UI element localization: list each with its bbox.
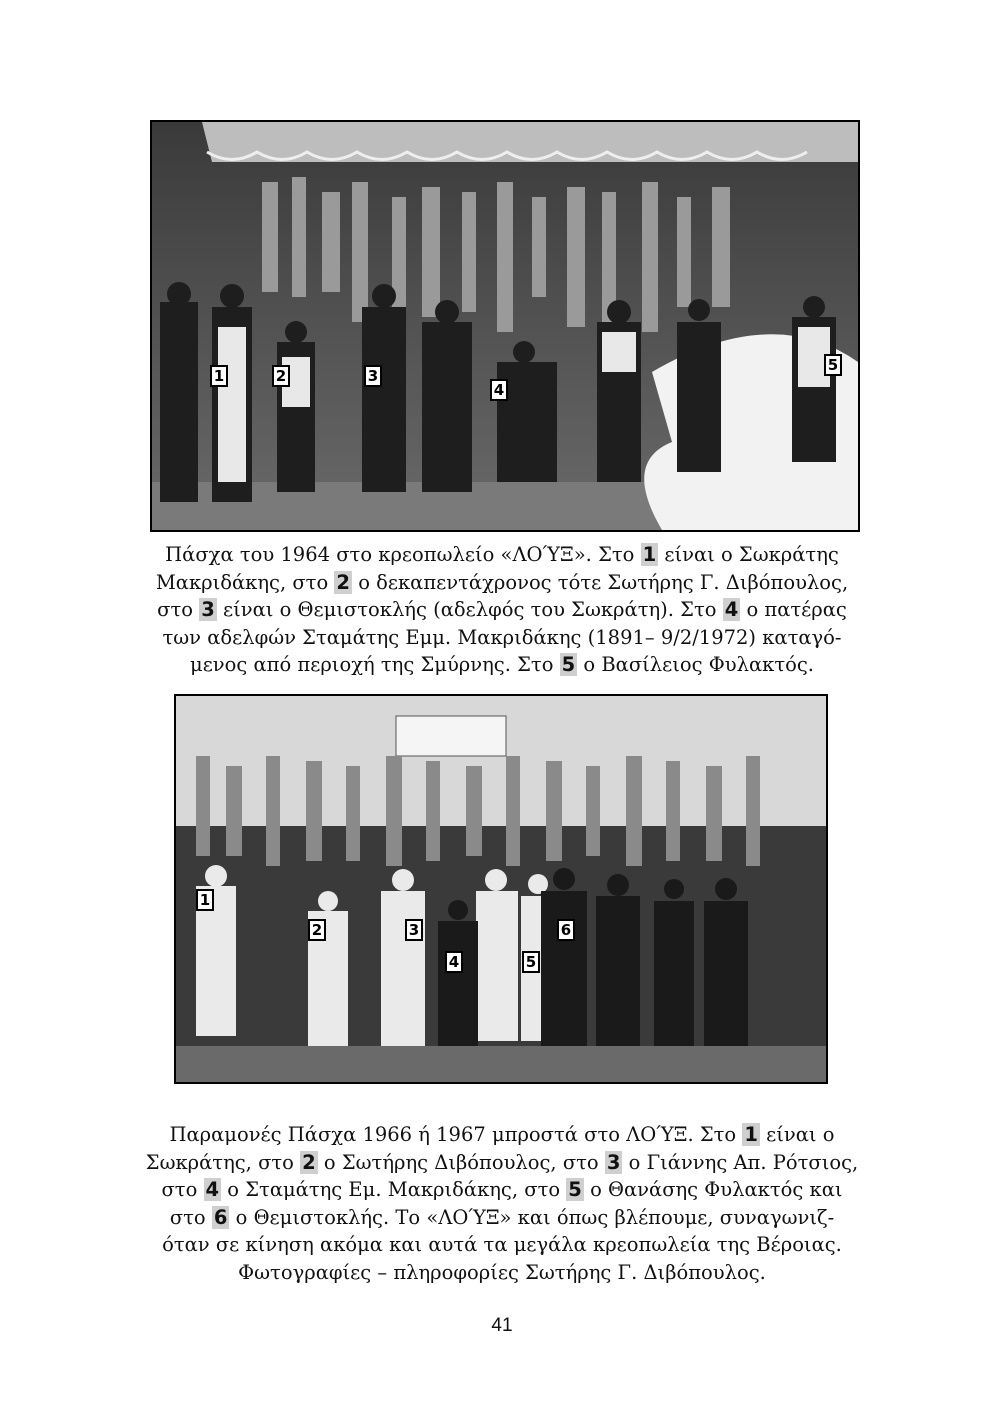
photo2-marker-3: 3: [405, 919, 423, 941]
caption-line: [110, 541, 894, 569]
caption-line: [110, 1121, 894, 1149]
photo1-marker-4: 4: [490, 379, 508, 401]
caption-text: Παραμονές Πάσχα 1966 ή 1967 μπροστά στο ΛΟΎΞ. Στο: [169, 1123, 743, 1146]
caption-text: είναι ο Σωκράτης: [658, 543, 839, 566]
caption-text: στο: [157, 598, 200, 621]
photo-1966-image: [176, 696, 826, 1082]
photo2-marker-2: 2: [308, 919, 326, 941]
caption-text: των αδελφών Σταμάτης Εμμ. Μακριδάκης (1891– 9/2/1972) καταγό-: [162, 625, 842, 649]
photo-butcher-shop-1964: [150, 120, 860, 532]
caption-reference-number: 5: [561, 653, 576, 676]
caption-line: [110, 651, 894, 679]
photo1-marker-2: 2: [272, 365, 290, 387]
caption-line: [110, 1149, 894, 1177]
photo2-marker-1: 1: [196, 889, 214, 911]
caption-text: όταν σε κίνηση ακόμα και αυτά τα μεγάλα κρεοπωλεία της Βέροιας.: [162, 1233, 842, 1256]
caption-photo-1964: [110, 541, 894, 679]
caption-line: [110, 596, 894, 624]
caption-reference-number: 3: [201, 598, 215, 621]
caption-text: Μακριδάκης, στο: [155, 570, 335, 594]
caption-reference-number: 2: [336, 570, 350, 594]
caption-line: [110, 1231, 894, 1259]
caption-text: Σωκράτης, στο: [145, 1150, 301, 1174]
caption-text: μενος από περιοχή της Σμύρνης. Στο: [190, 653, 560, 676]
caption-text: στο: [169, 1205, 212, 1229]
caption-reference-number: 4: [724, 598, 739, 621]
page-number: 41: [491, 1315, 513, 1336]
photo1-marker-1: 1: [210, 365, 228, 387]
photo1-marker-5: 5: [824, 354, 842, 376]
caption-line: [110, 1204, 894, 1232]
caption-reference-number: 5: [568, 1178, 582, 1201]
photo-butcher-shop-1966: [174, 694, 828, 1084]
caption-text: ο πατέρας: [740, 598, 847, 621]
caption-reference-number: 4: [205, 1178, 220, 1201]
caption-text: Φωτογραφίες – πληροφορίες Σωτήρης Γ. Διβόπουλος.: [238, 1260, 766, 1284]
caption-reference-number: 1: [642, 543, 657, 566]
caption-text: Πάσχα του 1964 στο κρεοπωλείο «ΛΟΎΞ». Στο: [165, 543, 641, 566]
caption-text: ο Θεμιστοκλής. Το «ΛΟΎΞ» και όπως βλέπουμε, συναγωνιζ-: [229, 1205, 835, 1229]
photo2-marker-5: 5: [522, 951, 540, 973]
photo-1964-image: [152, 122, 858, 530]
photo1-marker-3: 3: [364, 365, 382, 387]
caption-line: [110, 624, 894, 652]
caption-text: είναι ο Θεμιστοκλής (αδελφός του Σωκράτη). Στο: [216, 598, 723, 621]
caption-reference-number: 1: [744, 1123, 758, 1146]
photo2-marker-4: 4: [445, 951, 463, 973]
caption-text: ο Θανάσης Φυλακτός και: [583, 1178, 843, 1201]
photo2-marker-6: 6: [557, 919, 575, 941]
caption-text: ο Βασίλειος Φυλακτός.: [577, 653, 814, 676]
caption-reference-number: 2: [302, 1150, 316, 1174]
caption-line: [110, 1176, 894, 1204]
caption-text: στο: [161, 1178, 204, 1201]
caption-reference-number: 3: [606, 1150, 621, 1174]
caption-text: ο Σταμάτης Εμ. Μακριδάκης, στο: [221, 1178, 567, 1201]
caption-line: [110, 569, 894, 597]
caption-text: ο Γιάννης Απ. Ρότσιος,: [622, 1150, 859, 1174]
caption-photo-1966: [110, 1121, 894, 1286]
caption-text: ο δεκαπεντάχρονος τότε Σωτήρης Γ. Διβόπουλος,: [352, 570, 849, 594]
caption-text: ο Σωτήρης Διβόπουλος, στο: [317, 1150, 605, 1174]
caption-reference-number: 6: [213, 1205, 228, 1229]
caption-text: είναι ο: [759, 1123, 835, 1146]
caption-line: [110, 1259, 894, 1287]
